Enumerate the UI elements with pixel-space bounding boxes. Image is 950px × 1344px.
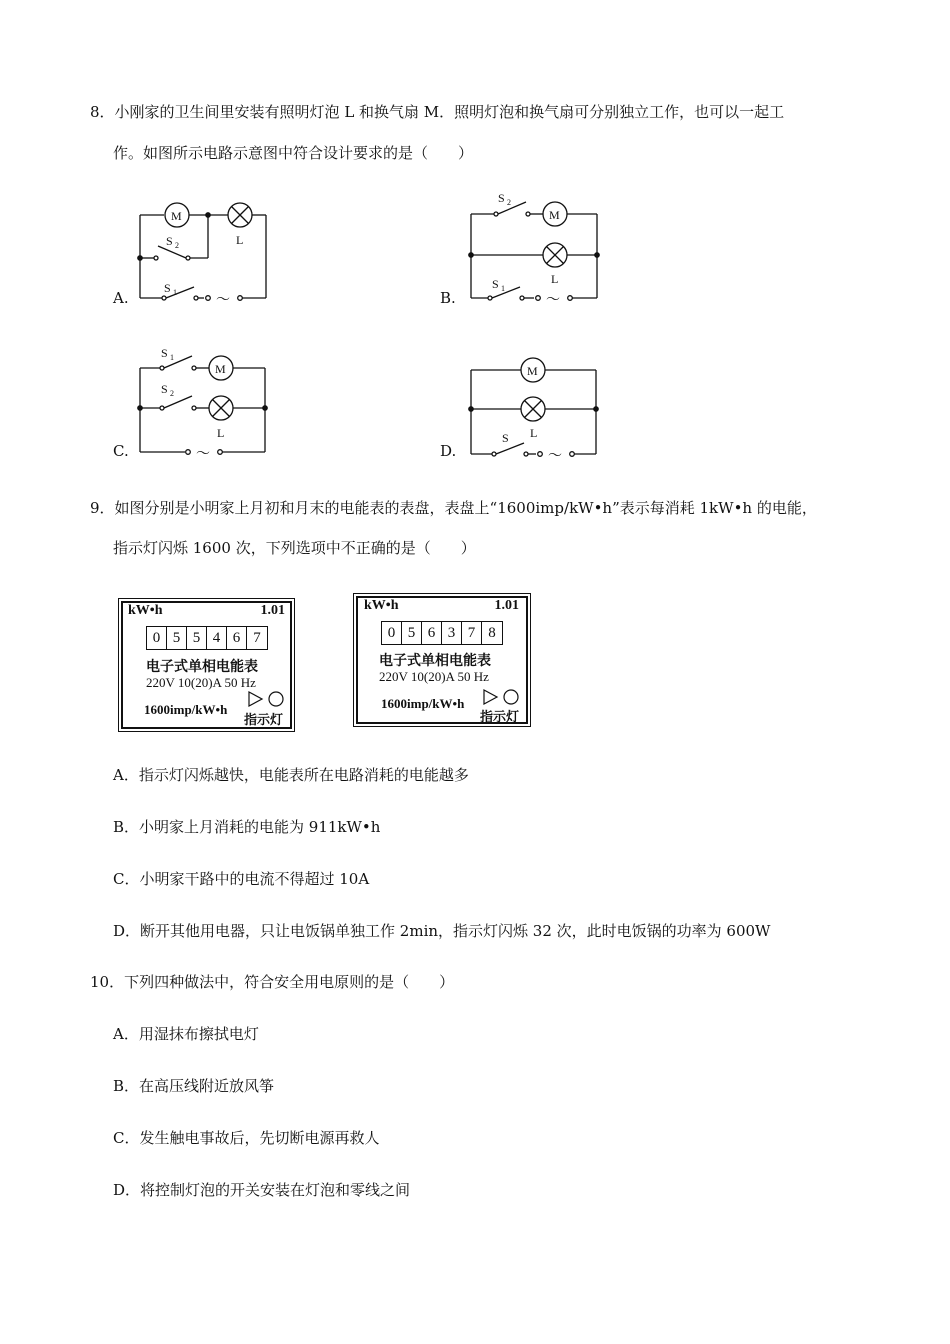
meter-digit: 3 (442, 622, 462, 644)
meter-unit: kW•h (128, 603, 163, 618)
q10-option-b: B．在高压线附近放风筝 (113, 1077, 275, 1095)
meter-digit: 5 (402, 622, 422, 644)
meter-digit: 0 (147, 627, 167, 649)
q10-stem: 10．下列四种做法中，符合安全用电原则的是（ ） (90, 973, 455, 991)
circuit-c-s1-label: S (161, 346, 168, 360)
meter-digit: 5 (187, 627, 207, 649)
meter-indicator-label: 指示灯 (480, 710, 520, 725)
q9-stem-line2: 指示灯闪烁 1600 次，下列选项中不正确的是（ ） (113, 539, 476, 557)
q8-option-d-label: D. (440, 442, 457, 460)
circuit-b-l-label: L (551, 272, 559, 286)
q9-option-c: C．小明家干路中的电流不得超过 10A (113, 870, 370, 888)
meter-spec: 220V 10(20)A 50 Hz (379, 669, 489, 684)
circuit-a-s2-sub: 2 (175, 241, 179, 250)
meter-name: 电子式单相电能表 (146, 659, 258, 675)
circuit-c (138, 356, 267, 454)
meter-end-of-month (353, 593, 531, 727)
meter-digit: 6 (422, 622, 442, 644)
q10-option-d: D．将控制灯泡的开关安装在灯泡和零线之间 (113, 1181, 411, 1199)
q9-stem-line1: 9．如图分别是小明家上月初和月末的电能表的表盘，表盘上“1600imp/kW•h”表示每消耗 1kW•h 的电能， (90, 499, 817, 517)
meter-digit: 7 (462, 622, 482, 644)
meter-imp-rate: 1600imp/kW•h (144, 702, 228, 717)
circuit-b-s2-sub: 2 (507, 198, 511, 207)
meter-digits (146, 626, 268, 650)
circuit-d-s-label: S (502, 431, 509, 445)
q8-stem-line1: 8．小刚家的卫生间里安装有照明灯泡 L 和换气扇 M．照明灯泡和换气扇可分别独立工作，也可以一起工 (90, 103, 785, 121)
circuit-a (138, 203, 266, 300)
meter-digit: 5 (167, 627, 187, 649)
circuit-b-s2-label: S (498, 191, 505, 205)
q8-option-c-label: C. (113, 442, 129, 460)
q8-circuit-diagrams (0, 0, 950, 480)
meter-unit: kW•h (364, 598, 399, 613)
circuit-a-m-label: M (171, 209, 182, 223)
q8-stem-line2: 作。如图所示电路示意图中符合设计要求的是（ ） (113, 144, 474, 162)
circuit-c-ac-source: ～ (196, 447, 210, 462)
meter-digit: 6 (227, 627, 247, 649)
circuit-b-m-label: M (549, 208, 560, 222)
circuit-b-s1-label: S (492, 277, 499, 291)
q8-option-b-label: B. (440, 289, 456, 307)
q9-option-b: B．小明家上月消耗的电能为 911kW•h (113, 818, 381, 836)
q10-option-a: A．用湿抹布擦拭电灯 (113, 1025, 259, 1043)
indicator-light-icon (483, 688, 523, 706)
circuit-c-m-label: M (215, 362, 226, 376)
q9-option-a: A．指示灯闪烁越快，电能表所在电路消耗的电能越多 (113, 766, 469, 784)
meter-constant: 1.01 (260, 603, 285, 618)
meter-start-of-month (118, 598, 295, 732)
circuit-b-s1-sub: 1 (501, 284, 505, 293)
q8-option-a-label: A. (113, 289, 129, 307)
circuit-d-l-label: L (530, 426, 538, 440)
circuit-a-ac-source: ～ (216, 293, 230, 308)
meter-digit: 4 (207, 627, 227, 649)
meter-digit: 8 (488, 625, 496, 641)
circuit-b (469, 202, 599, 300)
meter-digits (381, 621, 503, 645)
circuit-c-l-label: L (217, 426, 225, 440)
meter-name: 电子式单相电能表 (379, 653, 491, 669)
meter-constant: 1.01 (494, 598, 519, 613)
circuit-d-ac-source: ～ (548, 449, 562, 464)
meter-imp-rate: 1600imp/kW•h (381, 696, 465, 711)
circuit-a-s1-sub: 1 (173, 288, 177, 297)
meter-spec: 220V 10(20)A 50 Hz (146, 675, 256, 690)
circuit-a-l-label: L (236, 233, 244, 247)
q9-option-d: D．断开其他用电器，只让电饭锅单独工作 2min，指示灯闪烁 32 次，此时电饭锅的功率为 600W (113, 922, 771, 940)
meter-digit: 7 (253, 630, 261, 646)
circuit-a-s2-label: S (166, 234, 173, 248)
indicator-light-icon (248, 690, 288, 708)
meter-digit: 0 (382, 622, 402, 644)
meter-indicator-label: 指示灯 (244, 713, 284, 728)
circuit-b-ac-source: ～ (546, 293, 560, 308)
circuit-c-s2-label: S (161, 382, 168, 396)
circuit-d-m-label: M (527, 364, 538, 378)
circuit-a-s1-label: S (164, 281, 171, 295)
circuit-c-s2-sub: 2 (170, 389, 174, 398)
circuit-c-s1-sub: 1 (170, 353, 174, 362)
q10-option-c: C．发生触电事故后，先切断电源再救人 (113, 1129, 380, 1147)
